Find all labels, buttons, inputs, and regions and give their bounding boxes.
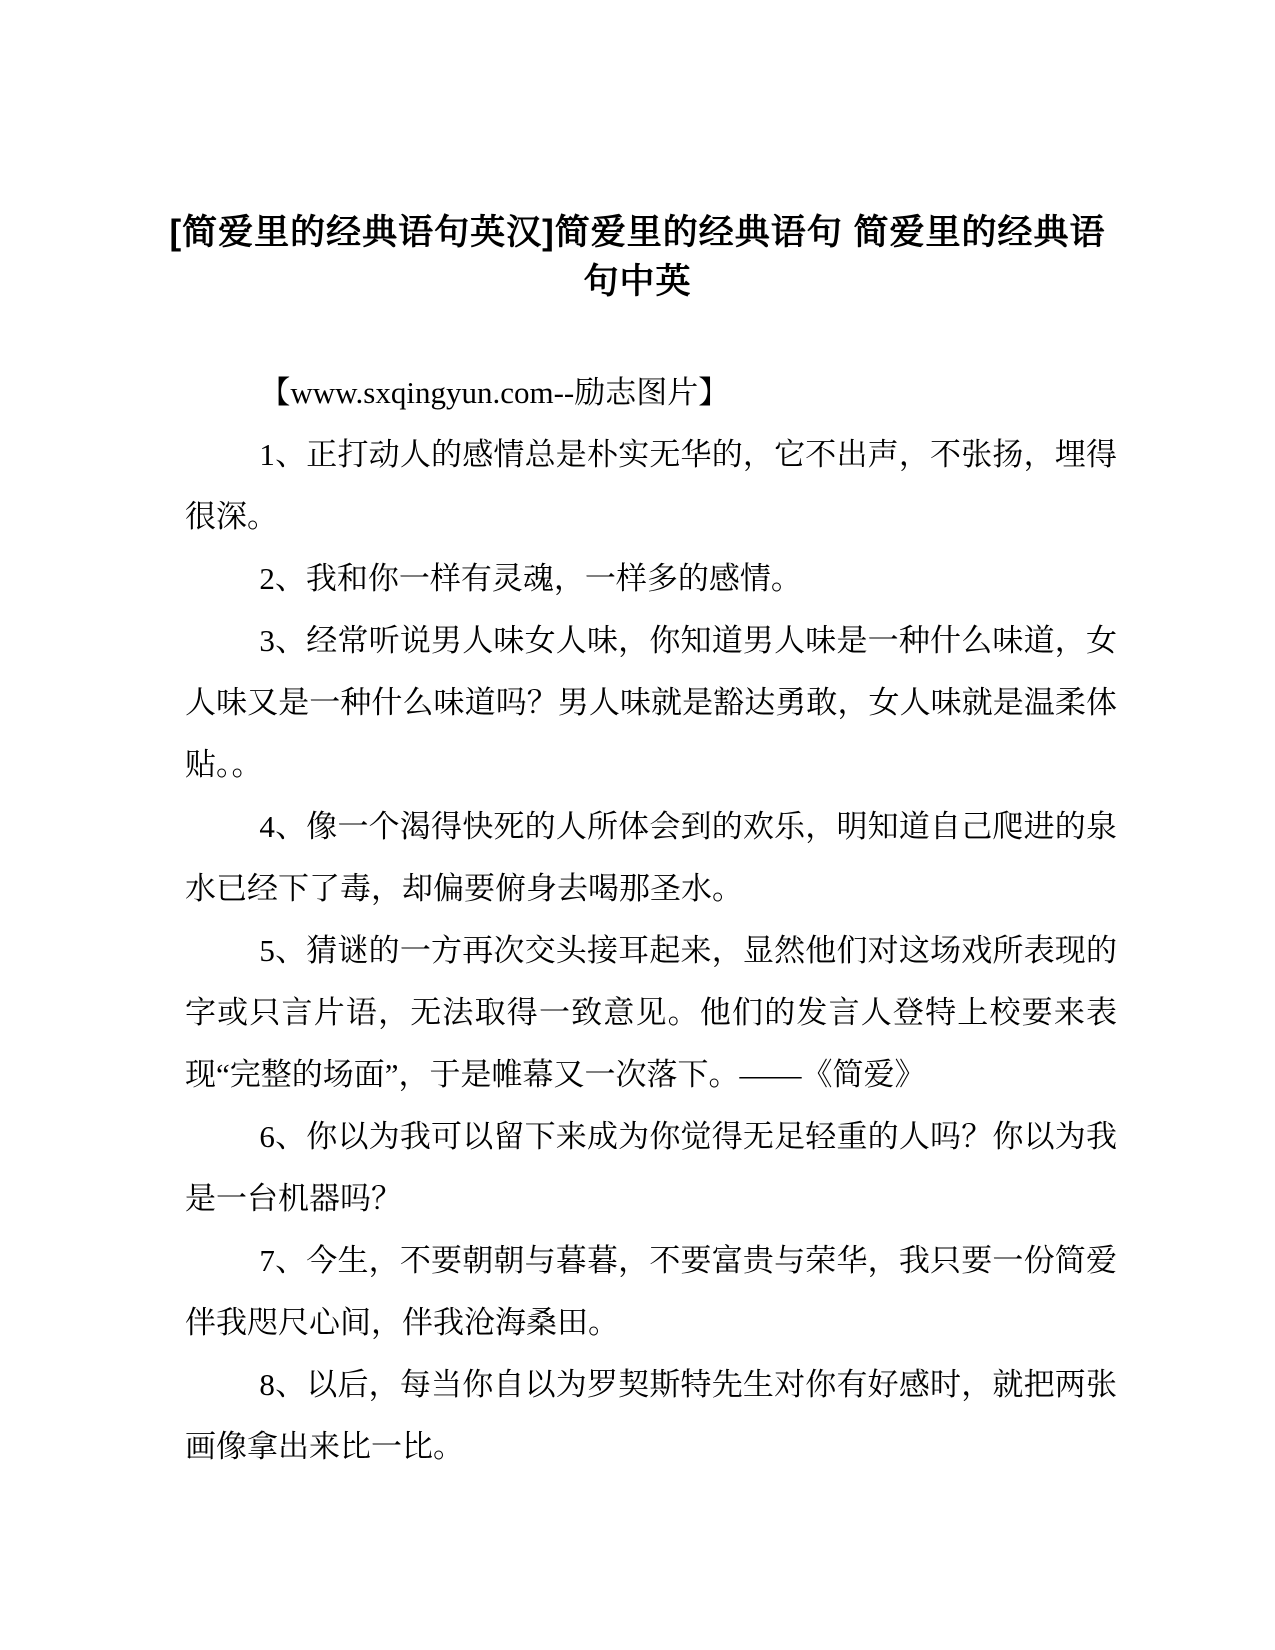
document-body bbox=[185, 362, 1117, 1478]
quote-paragraph-2: 2、我和你一样有灵魂，一样多的感情。 bbox=[259, 561, 802, 596]
quote-paragraph-5: 5、猜谜的一方再次交头接耳起来，显然他们对这场戏所表现的字或只言片语，无法取得一致意见。他们的发言人登特上校要来表现“完整的场面”，于是帷幕又一次落下。——《简爱》 bbox=[185, 933, 1117, 1092]
quote-paragraph-4: 4、像一个渴得快死的人所体会到的欢乐，明知道自己爬进的泉水已经下了毒，却偏要俯身去喝那圣水。 bbox=[185, 809, 1117, 906]
quote-paragraph-7: 7、今生，不要朝朝与暮暮，不要富贵与荣华，我只要一份简爱伴我咫尺心间，伴我沧海桑田。 bbox=[185, 1243, 1117, 1340]
quote-paragraph-6: 6、你以为我可以留下来成为你觉得无足轻重的人吗？你以为我是一台机器吗？ bbox=[185, 1119, 1117, 1216]
source-attribution-line: 【www.sxqingyun.com--励志图片】 bbox=[259, 375, 730, 410]
document-title-line-1: [简爱里的经典语句英汉]简爱里的经典语句 简爱里的经典语 bbox=[169, 213, 1106, 252]
quote-paragraph-8: 8、以后，每当你自以为罗契斯特先生对你有好感时，就把两张画像拿出来比一比。 bbox=[185, 1367, 1117, 1464]
quote-paragraph-1: 1、正打动人的感情总是朴实无华的，它不出声，不张扬，埋得很深。 bbox=[185, 437, 1117, 534]
quote-paragraph-3: 3、经常听说男人味女人味，你知道男人味是一种什么味道，女人味又是一种什么味道吗？男人味就是豁达勇敢，女人味就是温柔体贴。。 bbox=[185, 623, 1117, 782]
document-title bbox=[0, 0, 1275, 306]
document-title-line-2: 句中英 bbox=[583, 262, 692, 301]
